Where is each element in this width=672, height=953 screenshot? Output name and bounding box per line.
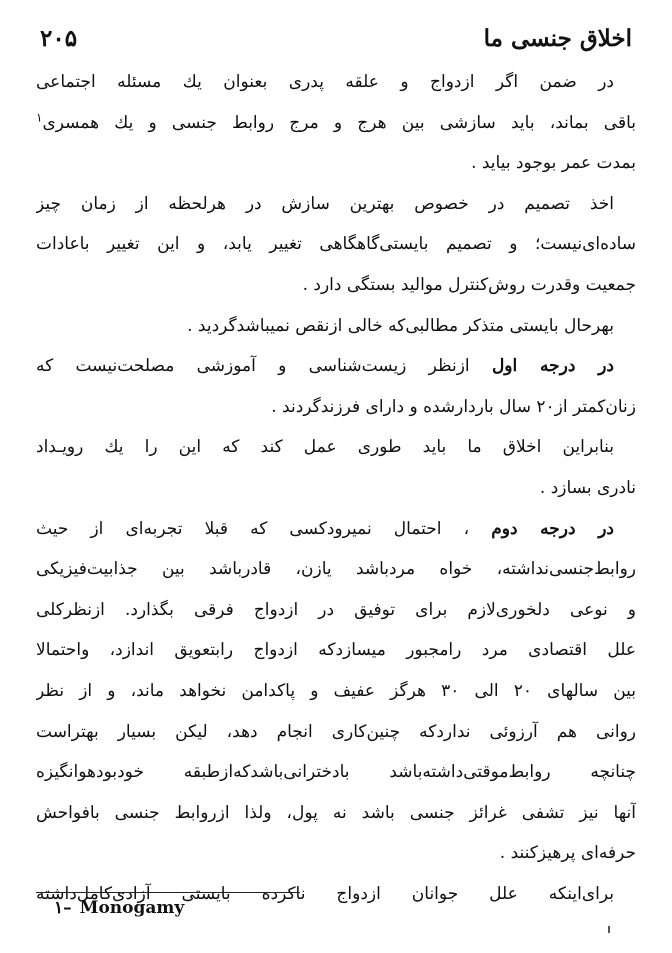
text-line (36, 752, 636, 793)
text-line (36, 387, 636, 428)
line-text: بهرحال بایستی متذکر مطالبی‌که خالی ازنقص نمیباشدگردید . (187, 315, 614, 336)
text-line (36, 590, 636, 631)
line-text: بنابراین اخلاق ما باید طوری عمل کند که این را یك رویـداد (36, 437, 614, 458)
footnote-mark: ۱– (54, 898, 72, 918)
line-text: چنانچه روابط‌موقتی‌داشته‌باشد بادخترانی‌باشدکه‌ازطبقه خودبودهوانگیزه (36, 762, 636, 783)
page-header (40, 18, 632, 58)
line-text: اخذ تصمیم در خصوص بهترین سازش در هرلحظه از زمان چیز (36, 193, 614, 214)
line-text: بمدت عمر بوجود بیاید . (471, 153, 636, 174)
line-text: و نوعی دلخوری‌لازم برای توفیق در ازدواج فرقی بگذارد. ازنظرکلی (36, 599, 636, 620)
line-text: ، احتمال نمیرودکسی که قبلا تجربه‌ای از حیث (36, 518, 470, 539)
line-text: آنها نیز تشفی غرائز جنسی باشد نه پول، ولذا ازروابط جنسی بافواحش (36, 802, 636, 823)
text-line (36, 793, 636, 834)
text-line (36, 427, 636, 468)
text-line (36, 62, 636, 103)
text-line (36, 103, 636, 144)
footnote-divider (36, 892, 300, 893)
line-text: ازنظر زیست‌شناسی و آموزشی مصلحت‌نیست که (36, 356, 470, 377)
text-line (36, 549, 636, 590)
footnote-reference: ۱ (36, 109, 43, 124)
text-line (36, 468, 636, 509)
line-text: علل اقتصادی مرد رامجبور میسازدکه ازدواج رابتعویق اندازد، واحتمالا (36, 640, 636, 661)
line-text: زنان‌کمتر از۲۰ سال باردارشده و دارای فرزندگردند . (271, 396, 636, 417)
line-text: روانی هم آرزوئی ندارد‌که چنین‌کاری انجام دهد، لیکن بسیار بهتراست (36, 721, 636, 742)
line-text: باقی بماند، باید سازشی بین هرج و مرج روابط جنسی و یك همسری (42, 112, 636, 133)
footnote-text: Monogamy (79, 898, 185, 918)
line-text: نادری بسازد . (539, 477, 636, 498)
bold-lead-phrase: در درجه اول (491, 356, 614, 377)
text-line (36, 833, 636, 874)
running-title: اخلاق جنسی ما (483, 24, 632, 52)
text-line (36, 630, 636, 671)
line-text: بین سالهای ۲۰ الی ۳۰ هرگز عفیف و پاکدامن نخواهد ماند، و از نظر (36, 680, 636, 701)
text-line (36, 143, 636, 184)
text-line (36, 306, 636, 347)
footnote (54, 898, 184, 918)
text-line (36, 712, 636, 753)
text-line (36, 184, 636, 225)
bold-lead-phrase: در درجه دوم (491, 518, 614, 539)
text-line (36, 509, 636, 550)
line-text: برای‌اینکه علل جوانان ازدواج ناکرده بایستی آزادی‌کامل‌داشته (36, 883, 614, 904)
line-text: در ضمن اگر ازدواج و علقه پدری بعنوان یك مسئله اجتماعی (36, 72, 614, 92)
line-text: حرفه‌ای پرهیزکنند . (499, 843, 636, 864)
line-text: ساده‌ای‌نیست؛ و تصمیم بایستی‌گاهگاهی تغییر یابد، و این تغییر باعادات (36, 234, 636, 255)
body-text (36, 62, 636, 914)
text-line (36, 265, 636, 306)
page-number: ۲۰۵ (40, 24, 78, 52)
text-line (36, 346, 636, 387)
page-edge-mark (608, 926, 610, 933)
text-line (36, 224, 636, 265)
line-text: جمعیت وقدرت روش‌کنترل موالید بستگی دارد . (302, 274, 636, 295)
text-line (36, 671, 636, 712)
line-text: روابط‌جنسی‌نداشته، خواه مردباشد یازن، قادرباشد بین جذابیت‌فیزیکی (36, 559, 636, 580)
